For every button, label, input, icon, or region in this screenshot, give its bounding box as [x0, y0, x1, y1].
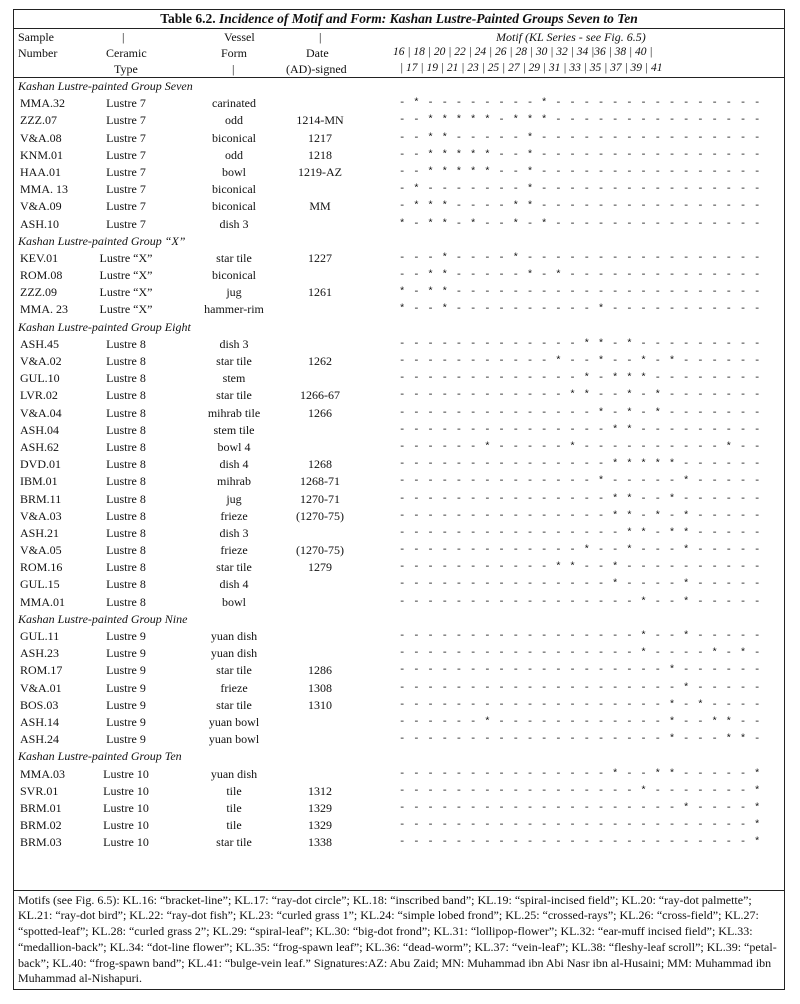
header-bar: | [319, 30, 322, 44]
table-row [14, 680, 784, 697]
sample-cell: BRM.03 [20, 835, 62, 850]
motif-cell: - - - - - - - - - - - - - * * - * - - - - - - - - - [399, 337, 762, 350]
sample-cell: ASH.24 [20, 732, 60, 747]
table-row [14, 473, 784, 490]
sample-cell: ROM.16 [20, 560, 63, 575]
group-heading: Kashan Lustre-painted Group Eight [18, 319, 191, 334]
table-row [14, 542, 784, 559]
sample-cell: HAA.01 [20, 164, 61, 179]
sample-cell: DVD.01 [20, 457, 61, 472]
motif-cell: * - * * - - - - - - - - - - - - - - - - - - - - - - [399, 286, 762, 299]
header-row-2 [14, 45, 784, 61]
table-row [14, 817, 784, 834]
motif-cell: - - - * - - - - * - - - - - - - - - - - - - - - - - [399, 251, 762, 264]
ceramic-type-cell: Lustre 8 [106, 594, 146, 609]
ceramic-type-cell: Lustre 8 [106, 354, 146, 368]
date-cell: 1270-71 [300, 491, 340, 506]
table-row [14, 628, 784, 645]
date-cell: (1270-75) [296, 508, 344, 523]
motif-cell: - - - - - - - - - - - - - - - * - - - - * - - - - - [399, 578, 762, 591]
table-row [14, 508, 784, 525]
motif-cell: - - - - - - * - - - - - * - - - - - - - - - - * - - [399, 440, 762, 453]
table-row [14, 525, 784, 542]
ceramic-type-cell: Lustre 7 [106, 164, 146, 179]
ceramic-type-cell: Lustre 8 [106, 491, 146, 506]
motif-cell: - - - - - - - - - - - - - - - - - * - - - - * - * - [399, 647, 762, 660]
vessel-form-cell: stem [222, 371, 246, 386]
ceramic-type-cell: Lustre 8 [106, 457, 146, 472]
motif-cell: - - - - - - - - - - - - - * - * * * - - - - - - - - [399, 372, 762, 385]
sample-cell: LVR.02 [20, 388, 58, 403]
group-heading: Kashan Lustre-painted Group Seven [18, 79, 193, 93]
motif-cell: - - - - - - - - - - - - - - * - * - * - - - - - - - [399, 406, 762, 419]
sample-cell: GUL.10 [20, 371, 60, 386]
sample-cell: ASH.62 [20, 439, 60, 454]
table-row [14, 491, 784, 508]
ceramic-type-cell: Lustre 7 [106, 96, 146, 111]
motif-cell: - - - - - - - - - - - - - - - * * - * - * - - - - - [399, 509, 762, 522]
table-row [14, 370, 784, 387]
ceramic-type-cell: Lustre 8 [106, 388, 146, 403]
table-row [14, 130, 784, 147]
ceramic-type-cell: Lustre 10 [103, 818, 149, 833]
table-row [14, 250, 784, 267]
vessel-form-cell: yuan bowl [208, 714, 260, 729]
vessel-form-cell: dish 3 [219, 336, 249, 351]
table-title [14, 10, 784, 29]
ceramic-type-cell: Lustre 7 [106, 113, 146, 128]
table-row [14, 301, 784, 318]
vessel-form-cell: carinated [212, 96, 256, 111]
motif-cell: - - - - - - - - - - - - - - - * * - - - - - - - - - [399, 423, 762, 436]
motif-cell: - - - - - - - - - - - - - - - - - - - * - * - - - - [399, 698, 762, 711]
vessel-form-cell: dish 4 [219, 577, 249, 592]
sample-cell: MMA. 23 [20, 302, 69, 317]
ceramic-type-cell: Lustre 9 [106, 680, 146, 695]
sample-cell: BRM.01 [20, 800, 62, 815]
table-frame [13, 9, 785, 990]
sample-cell: ASH.14 [20, 714, 60, 729]
sample-cell: KNM.01 [20, 147, 64, 162]
ceramic-type-cell: Lustre 8 [106, 577, 146, 592]
table-row [14, 181, 784, 198]
table-row [14, 95, 784, 112]
header-row-3 [14, 61, 784, 77]
table-row [14, 422, 784, 439]
motif-cell: - - - - - - - - - - - * - - * - - * - * - - - - - - [399, 355, 762, 367]
header-type: Type [114, 62, 138, 76]
header-ceramic: Ceramic [106, 46, 147, 60]
vessel-form-cell: stem tile [213, 422, 255, 437]
header-vessel: Vessel [224, 30, 255, 44]
header-date: Date [306, 46, 329, 60]
group-heading: Kashan Lustre-painted Group Ten [18, 749, 182, 764]
header-bar: | [232, 62, 235, 76]
ceramic-type-cell: Lustre “X” [99, 285, 153, 300]
motif-cell: - - * * * * * - * * * - - - - - - - - - - - - - - - [399, 114, 762, 127]
table-row [14, 662, 784, 679]
motif-cell: - - - - - - - - - - - - - - - * * * * * - - - - - - [399, 458, 762, 471]
vessel-form-cell: yuan dish [210, 629, 258, 643]
date-cell: 1261 [308, 285, 332, 300]
vessel-form-cell: star tile [216, 560, 252, 575]
sample-cell: ASH.45 [20, 336, 60, 351]
group-heading: Kashan Lustre-painted Group “X” [18, 233, 186, 248]
table-row [14, 267, 784, 284]
ceramic-type-cell: Lustre 8 [106, 439, 146, 454]
date-cell: 1268-71 [300, 474, 340, 489]
motif-cell: - - * * - - - - - * - - - - - - - - - - - - - - - - [399, 131, 762, 144]
header-even-motifs: 16 | 18 | 20 | 22 | 24 | 26 | 28 | 30 | 32 | 34 |36 | 38 | 40 | [393, 46, 653, 58]
vessel-form-cell: star tile [216, 835, 252, 850]
ceramic-type-cell: Lustre 8 [106, 560, 146, 575]
vessel-form-cell: frieze [220, 543, 248, 558]
ceramic-type-cell: Lustre 8 [106, 474, 146, 489]
date-cell: 1214-MN [296, 113, 344, 128]
header-bar: | [122, 30, 125, 44]
header-row-1 [14, 29, 784, 45]
motif-cell: - * - - - - - - - - * - - - - - - - - - - - - - - - [399, 97, 762, 110]
motif-cell: - - - - - - - - - - - - - - - - - - - * - - - * * - [399, 733, 762, 746]
vessel-form-cell: biconical [212, 268, 256, 283]
table-row [14, 456, 784, 473]
vessel-form-cell: star tile [216, 697, 252, 712]
motif-cell: - - - - - - - - - - - - - - * - - - - - * - - - - - [399, 475, 762, 488]
vessel-form-cell: yuan dish [210, 646, 258, 661]
ceramic-type-cell: Lustre 10 [103, 783, 149, 798]
table-row [14, 645, 784, 662]
sample-cell: BOS.03 [20, 697, 59, 712]
date-cell: 1218 [308, 147, 332, 162]
vessel-form-cell: biconical [212, 130, 256, 145]
table-row [14, 147, 784, 164]
title-text: Incidence of Motif and Form: Kashan Lustre-Painted Groups Seven to Ten [218, 11, 638, 26]
table-row [14, 216, 784, 233]
date-cell: 1262 [308, 354, 332, 368]
sample-cell: MMA.01 [20, 594, 66, 609]
vessel-form-cell: jug [226, 491, 242, 506]
table-row [14, 164, 784, 181]
vessel-form-cell: star tile [216, 250, 252, 265]
vessel-form-cell: bowl 4 [217, 439, 251, 454]
sample-cell: V&A.05 [20, 543, 62, 558]
footnote: Motifs (see Fig. 6.5): KL.16: “bracket-line”; KL.17: “ray-dot circle”; KL.18: “inscribed band”; KL.19: “spiral-incised field”; KL.20: “ray-dot palmette”; KL.21: “ray-dot bird”; KL.22: “ray-dot fish”; KL.23: “curled grass 1”; KL.24: “simple lobed frond”; KL.25: “crossed-rays”; KL.26: “cross-field”; KL.27: “spotted-leaf”; KL.28: “curled grass 2”; KL.29: “spiral-leaf”; KL.30: “big-dot frond”; KL.31: “lollipop-flower”; KL.32: “ear-muff incised field”; KL.33: “medallion-back”; KL.34: “dot-line flower”; KL.35: “frog-spawn leaf”; KL.36: “dead-worm”; KL.37: “vein-leaf”; KL.38: “fleshy-leaf scroll”; KL.39: “petal-back”; KL.40: “frog-spawn band”; KL.41: “bulge-vein leaf.” Signatures:AZ: Abu Zaid; MN: Muhammad ibn Abi Nasr ibn al-Husaini; MM: Muhammad ibn Muhammad al-Nishapuri. [14, 890, 784, 989]
motif-cell: * - * * - * - - * - * - - - - - - - - - - - - - - - [399, 217, 762, 230]
table-row [14, 731, 784, 748]
header-form: Form [221, 46, 248, 60]
motif-cell: - - - - - - - - - - - - - * - - * - - - * - - - - - [399, 544, 762, 557]
vessel-form-cell: tile [226, 800, 242, 815]
sample-cell: ROM.17 [20, 663, 63, 678]
sample-cell: V&A.04 [20, 405, 62, 420]
ceramic-type-cell: Lustre 10 [103, 800, 149, 815]
motif-cell: - - - - - - - - - - - - - - - - - - - - - - - - - * [399, 819, 762, 832]
vessel-form-cell: yuan dish [210, 766, 258, 781]
ceramic-type-cell: Lustre 7 [106, 130, 146, 145]
sample-cell: V&A.08 [20, 130, 62, 145]
date-cell: 1279 [308, 560, 332, 575]
ceramic-type-cell: Lustre “X” [99, 268, 153, 283]
motif-cell: - - - - - - - - - - - - - - - - - * - - * - - - - - [399, 595, 762, 608]
sample-cell: IBM.01 [20, 474, 58, 489]
vessel-form-cell: mihrab tile [207, 405, 261, 420]
table-row [14, 714, 784, 731]
group-heading: Kashan Lustre-painted Group Nine [18, 611, 188, 626]
motif-cell: - - - - - - - - - - - - - - - * * - - * - - - - - - [399, 492, 762, 505]
vessel-form-cell: star tile [216, 663, 252, 678]
sample-cell: BRM.02 [20, 818, 62, 833]
sample-cell: GUL.11 [20, 629, 60, 643]
date-cell: MM [309, 199, 331, 214]
table-row [14, 387, 784, 404]
sample-cell: SVR.01 [20, 783, 59, 798]
vessel-form-cell: odd [225, 113, 243, 128]
ceramic-type-cell: Lustre 8 [106, 508, 146, 523]
ceramic-type-cell: Lustre 8 [106, 525, 146, 540]
date-cell: (1270-75) [296, 543, 344, 558]
table-row [14, 766, 784, 783]
motif-cell: - - * * * * * - - * - - - - - - - - - - - - - - - - [399, 165, 762, 178]
date-cell: 1266-67 [300, 388, 340, 403]
table-row [14, 559, 784, 576]
vessel-form-cell: biconical [212, 199, 256, 214]
vessel-form-cell: dish 3 [219, 525, 249, 540]
motif-cell: - - - - - - - - - - - - - - - - - * - - - - - - - * [399, 784, 762, 797]
ceramic-type-cell: Lustre 7 [106, 182, 146, 197]
date-cell: 1266 [308, 405, 332, 420]
table-row [14, 284, 784, 301]
motif-cell: * - - * - - - - - - - - - - * - - - - - - - - - - - [399, 303, 762, 316]
ceramic-type-cell: Lustre 9 [106, 732, 146, 747]
vessel-form-cell: dish 4 [219, 457, 249, 472]
ceramic-type-cell: Lustre 10 [103, 835, 149, 850]
sample-cell: MMA. 13 [20, 182, 69, 197]
motif-cell: - - - - - - * - - - - - - - - - - - - * - - * * - - [399, 715, 762, 728]
vessel-form-cell: frieze [220, 680, 248, 695]
sample-cell: V&A.01 [20, 680, 62, 695]
motif-cell: - * - - - - - - - * - - - - - - - - - - - - - - - - [399, 183, 762, 196]
motif-cell: - - - - - - - - - - - - * * - - * - * - - - - - - - [399, 389, 762, 402]
date-cell: 1217 [308, 130, 332, 145]
ceramic-type-cell: Lustre “X” [99, 250, 153, 265]
motif-cell: - - * * * * * - - * - - - - - - - - - - - - - - - - [399, 148, 762, 161]
table-row [14, 198, 784, 215]
vessel-form-cell: frieze [220, 508, 248, 523]
vessel-form-cell: bowl [222, 594, 246, 609]
vessel-form-cell: odd [225, 147, 243, 162]
date-cell: 1308 [308, 680, 332, 695]
vessel-form-cell: star tile [216, 354, 252, 368]
motif-cell: - * * * - - - - * * - - - - - - - - - - - - - - - - [399, 200, 762, 213]
ceramic-type-cell: Lustre 10 [103, 766, 149, 781]
vessel-form-cell: tile [226, 818, 242, 833]
motif-cell: - - - - - - - - - - - - - - - - - - - - - - - - - * [399, 836, 762, 849]
table-row [14, 800, 784, 817]
date-cell: 1219-AZ [298, 164, 342, 179]
date-cell: 1286 [308, 663, 332, 678]
sample-cell: V&A.03 [20, 508, 62, 523]
title-number: Table 6.2. [160, 11, 216, 26]
ceramic-type-cell: Lustre “X” [99, 302, 153, 317]
motif-cell: - - - - - - - - - - - - - - - * - - * * - - - - - * [399, 767, 762, 780]
ceramic-type-cell: Lustre 8 [106, 405, 146, 420]
vessel-form-cell: star tile [216, 388, 252, 403]
ceramic-type-cell: Lustre 7 [106, 216, 146, 231]
ceramic-type-cell: Lustre 9 [106, 646, 146, 661]
table-row [14, 405, 784, 422]
motif-cell: - - - - - - - - - - - - - - - - - - - * - - - - - - [399, 664, 762, 677]
table-row [14, 439, 784, 456]
vessel-form-cell: yuan bowl [208, 732, 260, 747]
header-number: Number [18, 46, 58, 60]
ceramic-type-cell: Lustre 8 [106, 371, 146, 386]
table-row [14, 594, 784, 611]
table-body [14, 78, 784, 851]
sample-cell: ASH.21 [20, 525, 60, 540]
ceramic-type-cell: Lustre 8 [106, 422, 146, 437]
table-row [14, 112, 784, 129]
header-signed: (AD)-signed [286, 62, 347, 76]
motif-cell: - - - - - - - - - - - - - - - - - * - - * - - - - - [399, 630, 762, 642]
table-row [14, 783, 784, 800]
vessel-form-cell: biconical [212, 182, 256, 197]
sample-cell: ASH.23 [20, 646, 60, 661]
sample-cell: V&A.02 [20, 354, 62, 368]
motif-cell: - - * * - - - - - * - * - - - - - - - - - - - - - - [399, 269, 762, 282]
sample-cell: ZZZ.09 [20, 285, 57, 300]
header-motif: Motif (KL Series - see Fig. 6.5) [496, 30, 646, 44]
motif-cell: - - - - - - - - - - - - - - - - * * - * * - - - - - [399, 526, 762, 539]
ceramic-type-cell: Lustre 8 [106, 336, 146, 351]
ceramic-type-cell: Lustre 9 [106, 629, 146, 643]
ceramic-type-cell: Lustre 7 [106, 199, 146, 214]
sample-cell: GUL.15 [20, 577, 60, 592]
table-row [14, 336, 784, 353]
vessel-form-cell: hammer-rim [204, 302, 264, 317]
sample-cell: ASH.04 [20, 422, 60, 437]
sample-cell: BRM.11 [20, 491, 62, 506]
date-cell: 1338 [308, 835, 332, 850]
motif-cell: - - - - - - - - - - - * * - - * - - - - - - - - - - [399, 561, 762, 574]
sample-cell: KEV.01 [20, 250, 59, 265]
vessel-form-cell: jug [226, 285, 242, 300]
table-row [14, 576, 784, 593]
sample-cell: MMA.03 [20, 766, 66, 781]
date-cell: 1312 [308, 783, 332, 798]
date-cell: 1268 [308, 457, 332, 472]
date-cell: 1329 [308, 800, 332, 815]
date-cell: 1329 [308, 818, 332, 833]
ceramic-type-cell: Lustre 9 [106, 714, 146, 729]
vessel-form-cell: bowl [222, 164, 246, 179]
sample-cell: MMA.32 [20, 96, 66, 111]
vessel-form-cell: tile [226, 783, 242, 798]
sample-cell: V&A.09 [20, 199, 62, 214]
date-cell: 1310 [308, 697, 332, 712]
header-sample: Sample [18, 30, 54, 44]
sample-cell: ASH.10 [20, 216, 60, 231]
motif-cell: - - - - - - - - - - - - - - - - - - - - * - - - - * [399, 801, 762, 814]
motif-cell: - - - - - - - - - - - - - - - - - - - - * - - - - - [399, 681, 762, 694]
vessel-form-cell: mihrab [217, 474, 251, 489]
ceramic-type-cell: Lustre 8 [106, 543, 146, 558]
sample-cell: ROM.08 [20, 268, 63, 283]
ceramic-type-cell: Lustre 7 [106, 147, 146, 162]
ceramic-type-cell: Lustre 9 [106, 663, 146, 678]
table-row [14, 353, 784, 370]
table-row [14, 697, 784, 714]
sample-cell: ZZZ.07 [20, 113, 57, 128]
vessel-form-cell: dish 3 [219, 216, 249, 231]
table-row [14, 834, 784, 851]
header-odd-motifs: | 17 | 19 | 21 | 23 | 25 | 27 | 29 | 31 | 33 | 35 | 37 | 39 | 41 [400, 62, 663, 74]
date-cell: 1227 [308, 250, 332, 265]
ceramic-type-cell: Lustre 9 [106, 697, 146, 712]
